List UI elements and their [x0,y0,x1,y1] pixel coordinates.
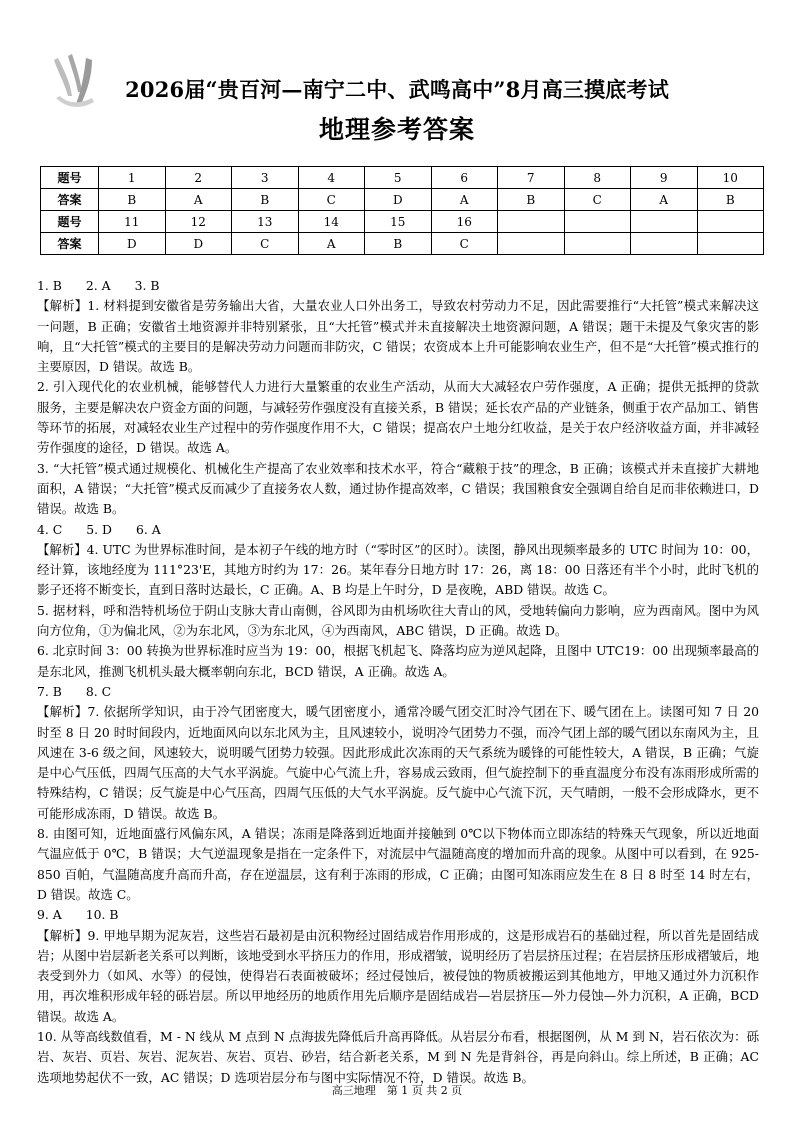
answer-row [41,233,764,255]
answer-summary-item: 9. A [37,907,62,923]
question-number-cell [498,211,565,233]
answer-summary-item: 5. D [86,521,112,537]
answer-cell: D [365,189,432,211]
answer-cell: B [365,233,432,255]
answer-summary-item: 10. B [85,907,119,923]
answer-cell: B [99,189,166,211]
explanation-paragraph: 【解析】9. 甲地早期为泥灰岩，这些岩石最初是由沉积物经过固结成岩作用形成的，这是形成岩石的基础过程，所以首先是固结成岩；从图中岩层新老关系可以判断，该地受到水平挤压力的作用，形成褶皱，说明经历了岩层挤压过程；在岩层挤压形成褶皱后，地表受到外力（如风、水等）的侵蚀，使得岩石表面被破坏；经过侵蚀后，被侵蚀的物质被搬运到其他地方，甲地又通过外力沉积作用，再次堆积形成年轻的砾岩层。所以甲地经历的地质作用先后顺序是固结成岩—岩层挤压—外力侵蚀—外力沉积，A 正确，BCD 错误。故选 A。 [37,927,759,1024]
explanation-paragraph: 10. 从等高线数值看，M - N 线从 M 点到 N 点海拔先降低后升高再降低。从岩层分布看，根据图例，从 M 到 N，岩石依次为：砾岩、灰岩、页岩、灰岩、泥灰岩、灰岩、页岩、砂岩，结合新老关系，M 到 N 先是背斜谷，再是向斜山。综上所述，B 正确；AC 选项地势起伏不一致，AC 错误；D 选项岩层分布与图中实际情况不符，D 错误。故选 B。 [37,1028,759,1085]
question-number-cell: 10 [697,167,764,189]
explanation-paragraph: 3. “大托管”模式通过规模化、机械化生产提高了农业效率和技术水平，符合“藏粮于技”的理念，B 正确；该模式并未直接扩大耕地面积，A 错误；“大托管”模式反而减少了直接务农人数，通过协作提高效率，C 错误；我国粮食安全强调自给自足而非依赖进口，D 错误。故选 B。 [37,460,759,517]
answer-cell [498,233,565,255]
question-number-cell: 4 [298,167,365,189]
question-number-cell: 7 [498,167,565,189]
question-number-cell: 13 [232,211,299,233]
answer-cell: C [431,233,498,255]
explanation-paragraph: 2. 引入现代化的农业机械，能够替代人力进行大量繁重的农业生产活动，从而大大减轻农户劳作强度，A 正确；提供无抵押的贷款服务，主要是解决农户资金方面的问题，与减轻劳作强度没有直接关系，B 错误；延长农产品的产业链条，侧重于农产品加工、销售等环节的拓展，对减轻农业生产过程中的劳作强度作用不大，C 错误；提高农户土地分红收益，是关于农户经济收益方面，并非减轻劳作强度的途径，D 错误。故选 A。 [37,379,759,456]
question-number-cell [564,211,631,233]
question-number-cell: 3 [232,167,299,189]
question-number-cell: 14 [298,211,365,233]
answer-row [41,189,764,211]
question-number-cell: 8 [564,167,631,189]
answer-summary-line [37,520,759,540]
question-number-cell: 2 [165,167,232,189]
answer-cell: C [232,233,299,255]
answer-cell: D [99,233,166,255]
answer-summary-item: 2. A [85,278,111,293]
answer-cell: D [165,233,232,255]
question-number-cell: 9 [631,167,698,189]
answer-cell [564,233,631,255]
answer-summary-item: 8. C [85,683,112,699]
question-number-cell: 16 [431,211,498,233]
answer-cell: A [431,189,498,211]
explanation-paragraph: 8. 由图可知，近地面盛行风偏东风，A 错误；冻雨是降落到近地面并接触到 0℃以下物体而立即冻结的特殊天气现象，所以近地面气温应低于 0℃，B 错误；大气逆温现象是指在一定条件下，对流层中气温随高度的增加而升高的现象。从图中可以看到，在 925-850 百帕，气温随高度升高而升高，存在逆温层，这有利于冻雨的形成，C 正确；由图可知冻雨应发生在 8 日 8 时至 14 时左右，D 错误。故选 C。 [37,826,759,902]
page-footer: 高三地理 第 1 页 共 2 页 [331,1084,463,1097]
answer-cell: C [298,189,365,211]
answer-cell: C [564,189,631,211]
question-number-cell: 12 [165,211,232,233]
question-number-cell: 15 [365,211,432,233]
explanation-paragraph: 【解析】1. 材料提到安徽省是劳务输出大省，大量农业人口外出务工，导致农村劳动力不足，因此需要推行“大托管”模式来解决这一问题，B 正确；安徽省土地资源并非特别紧张，且“大托管”模式并未直接解决土地资源问题，A 错误；题干未提及气象灾害的影响，且“大托管”模式的主要目的是解决劳动力问题而非防灾，C 错误；农资成本上升可能影响农业生产，但不是“大托管”模式推行的主要原因，D 错误。故选 B。 [37,298,759,375]
question-number-cell: 1 [99,167,166,189]
answer-summary-item: 6. A [135,521,161,537]
answer-cell: A [298,233,365,255]
answer-cell: B [498,189,565,211]
exam-title: 2026届“贵百河—南宁二中、武鸣高中”8月高三摸底考试 [125,77,669,102]
question-number-cell [697,211,764,233]
answer-cell: A [165,189,232,211]
answer-summary-item: 3. B [134,278,160,293]
answer-summary-item: 4. C [37,521,63,537]
answer-summary-line [37,682,759,702]
answer-cell [697,233,764,255]
answer-cell: A [631,189,698,211]
explanation-paragraph: 【解析】7. 依据所学知识，由于冷气团密度大，暖气团密度小，通常冷暖气团交汇时冷气团在下、暖气团在上。读图可知 7 日 20 时至 8 日 20 时时间段内，近地面风向以东北风为主，且风速较小，说明冷气团势力不强，而冷气团上部的暖气团以东南风为主，且风速在 3-6 级之间，风速较大，说明暖气团势力较强。因此形成此次冻雨的天气系统为暖锋的可能性较大，A 错误，B 正确；气旋是中心气压低，四周气压高的大气水平涡旋。气旋中心气流上升，容易成云致雨，但气旋控制下的垂直温度分布没有冻雨形成所需的特殊结构，C 错误；反气旋是中心气压高，四周气压低的大气水平涡旋。反气旋中心气流下沉，天气晴朗，一般不会形成降水，更不可能形成冻雨，D 错误。故选 B。 [37,704,759,821]
question-number-cell [631,211,698,233]
explanation-paragraph: 5. 据材料，呼和浩特机场位于阴山支脉大青山南侧，谷风即为由机场吹往大青山的风，受地转偏向力影响，应为西南风。图中为风向方位角，①为偏北风，②为东北风，③为东北风，④为西南风，ABC 错误，D 正确。故选 D。 [37,602,759,639]
question-number-cell: 6 [431,167,498,189]
answer-cell [631,233,698,255]
answer-summary-item: 7. B [37,683,62,699]
answer-summary-line [37,276,759,296]
explanation-paragraph: 【解析】4. UTC 为世界标准时间，是本初子午线的地方时（“零时区”的区时）。读图，静风出现频率最多的 UTC 时间为 10：00，经计算，该地经度为 111°23'E，其地方时约为 17：26。某年春分日地方时 17：26，离 18：00 日落还有半个小时，此时飞机的影子还将不断变长，直到日落时达最长，C 正确。A、B 均是上午时分，D 是夜晚，ABD 错误。故选 C。 [37,541,759,598]
answer-summary-item: 1. B [37,278,62,293]
answer-cell: B [697,189,764,211]
page-title: 地理参考答案 [318,115,475,144]
question-number-cell: 11 [99,211,166,233]
question-number-cell: 5 [365,167,432,189]
answer-row-label: 答案 [41,189,99,211]
explanation-content [37,276,759,1088]
answer-cell: B [232,189,299,211]
question-row-label: 题号 [41,167,99,189]
answer-row-label: 答案 [41,233,99,255]
explanation-paragraph: 6. 北京时间 3：00 转换为世界标准时应当为 19：00，根据飞机起飞、降落均应为逆风起降，且图中 UTC19：00 出现频率最高的是东北风，推测飞机机头最大概率朝向东北，BCD 错误，A 正确。故选 A。 [37,643,759,679]
answer-summary-line [37,905,759,925]
answer-table [40,166,764,255]
question-row [41,211,764,233]
question-row-label: 题号 [41,211,99,233]
question-row [41,167,764,189]
